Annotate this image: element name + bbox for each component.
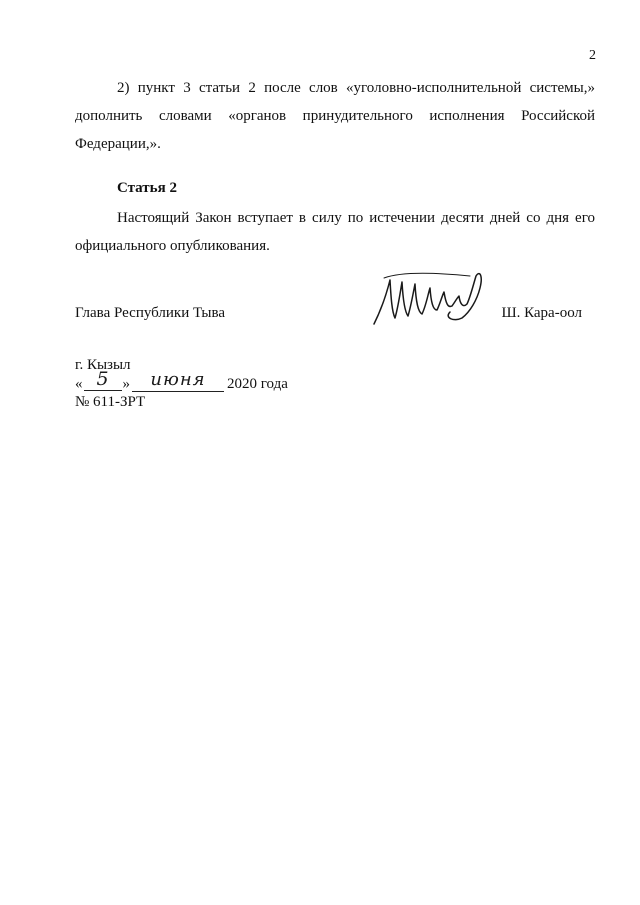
- city: г. Кызыл: [75, 357, 131, 373]
- law-number: № 611-ЗРТ: [75, 394, 146, 410]
- amendment-text: 2) пункт 3 статьи 2 после слов «уголовно-исполнительной системы,» дополнить словами «органов принудительного исполнения Российской Федерации,».: [75, 80, 595, 152]
- signer-name: Ш. Кара-оол: [501, 305, 582, 321]
- handwritten-signature: [370, 268, 485, 330]
- article-2-heading: Статья 2: [117, 180, 177, 196]
- article-2-text: Настоящий Закон вступает в силу по истечении десяти дней со дня его официального опубликования.: [75, 210, 595, 254]
- signature-block: [75, 300, 595, 350]
- quote-close: »: [122, 376, 130, 392]
- page-number: 2: [589, 48, 596, 63]
- amendment-paragraph: [75, 74, 595, 158]
- signing-date: [75, 368, 288, 393]
- article-2-paragraph: [75, 204, 595, 260]
- handwritten-month: июня: [132, 375, 224, 392]
- handwritten-day: 5: [84, 374, 122, 391]
- signer-title: Глава Республики Тыва: [75, 305, 226, 321]
- document-footer: [75, 356, 288, 411]
- quote-open: «: [75, 376, 83, 392]
- year: 2020 года: [227, 376, 288, 392]
